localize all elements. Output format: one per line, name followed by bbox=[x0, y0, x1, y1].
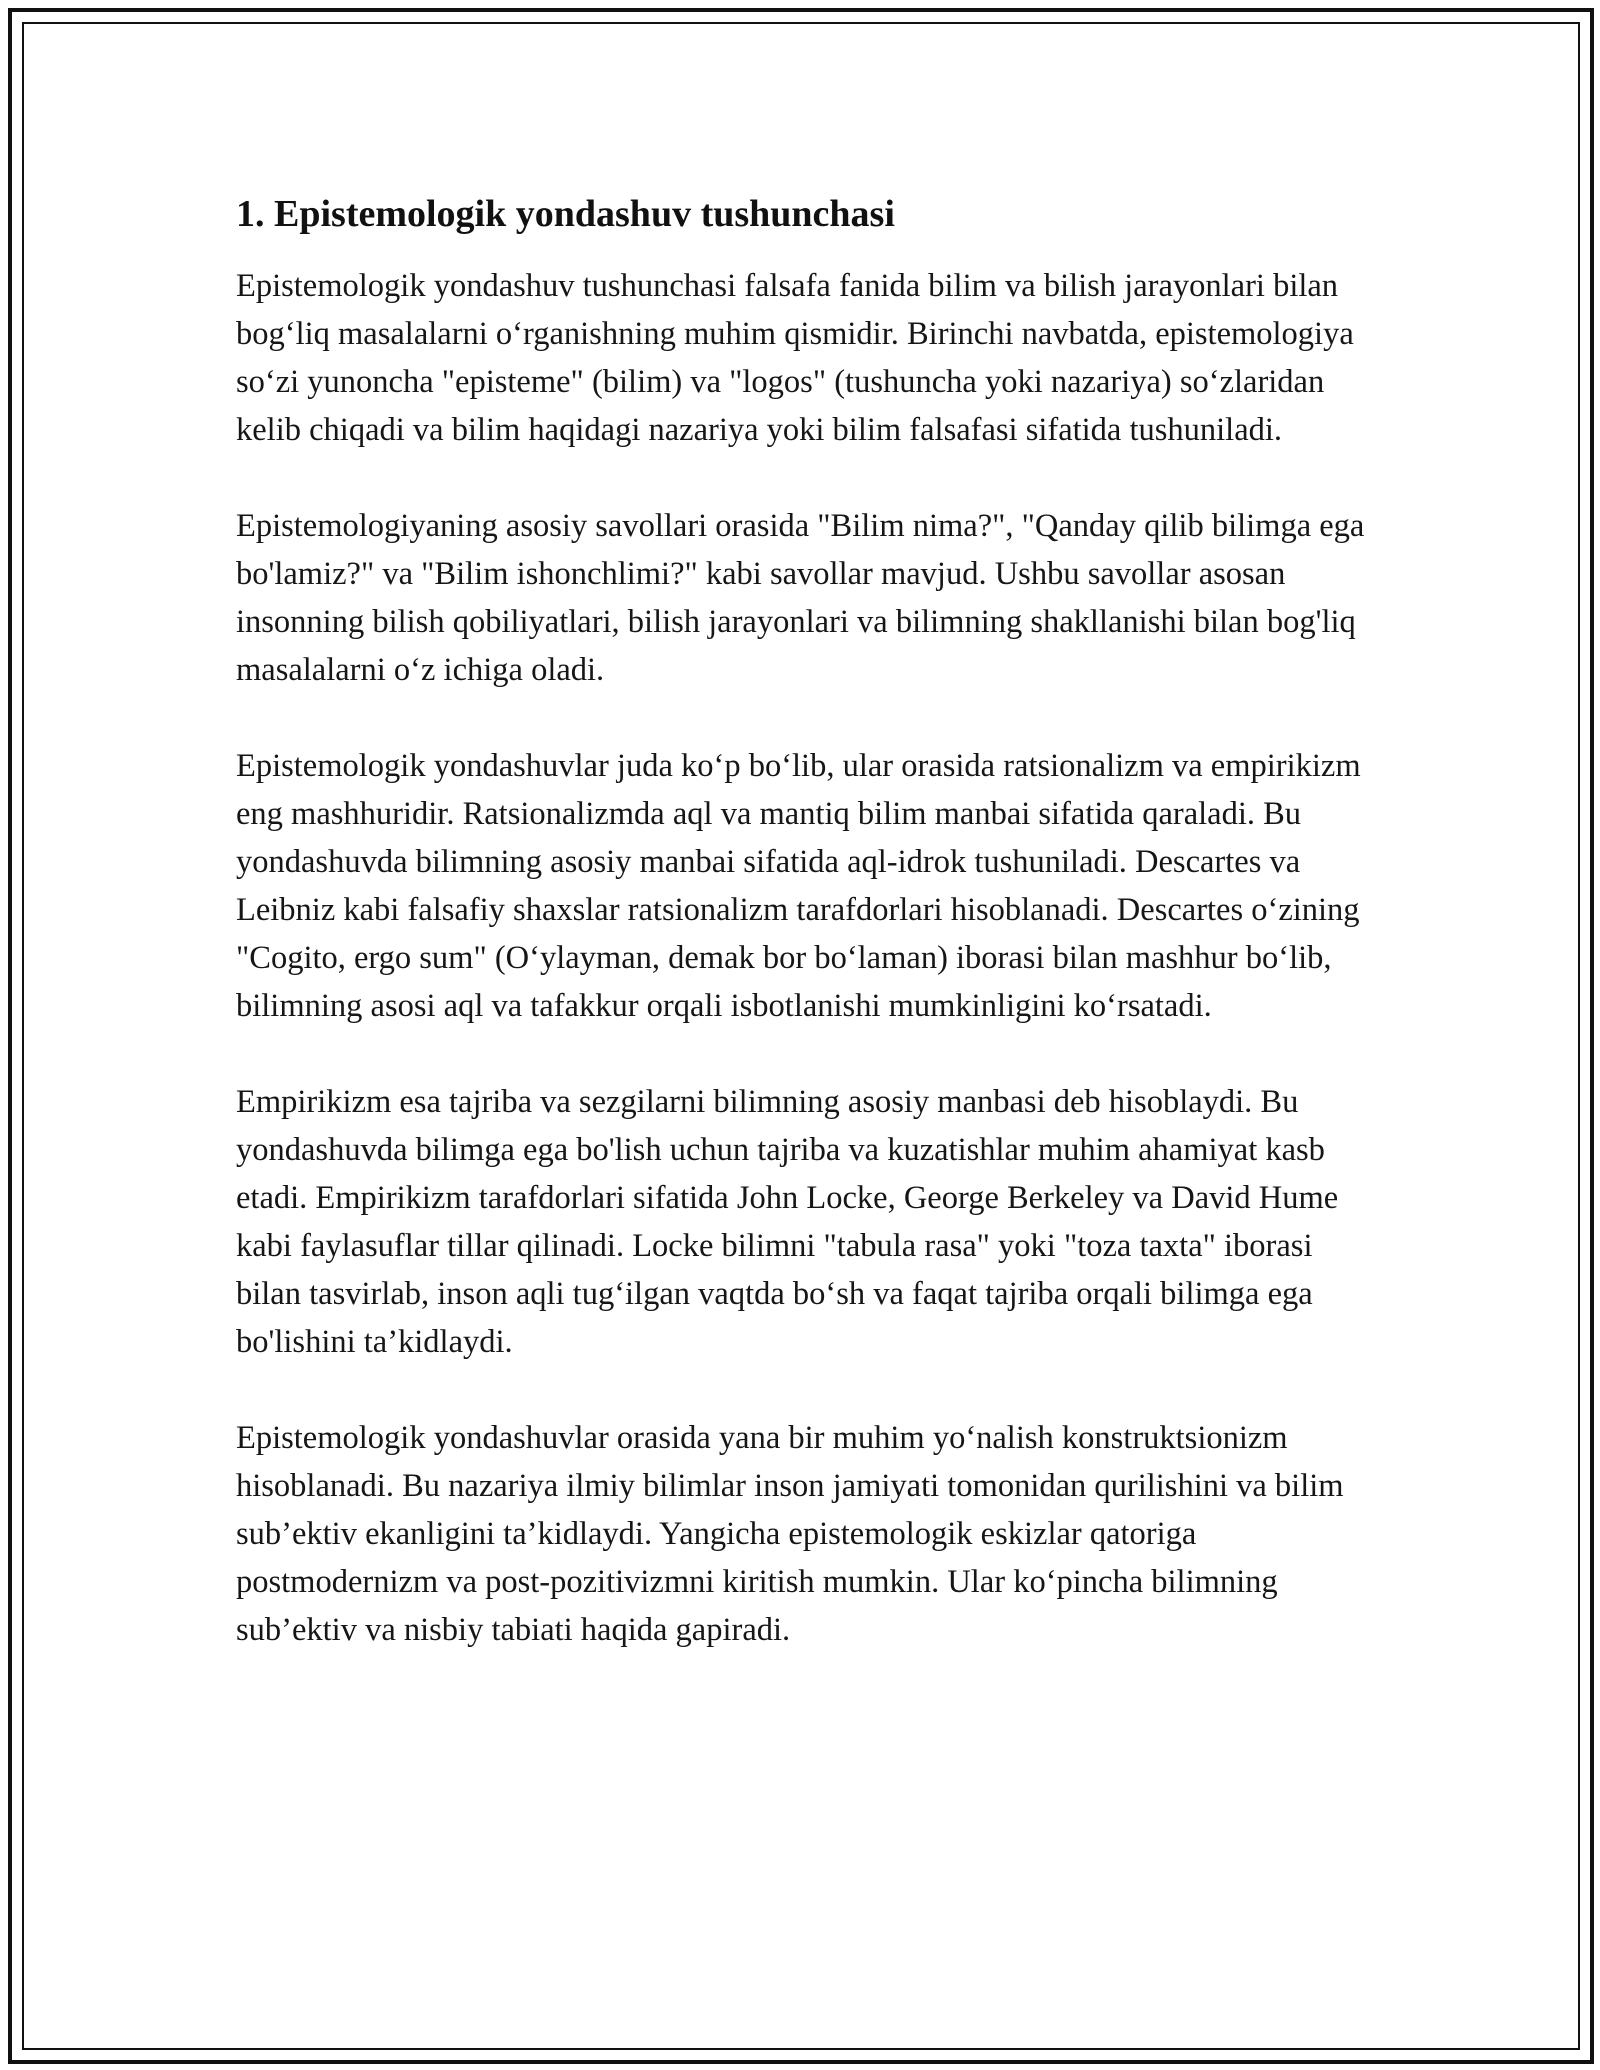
paragraph-5: Epistemologik yondashuvlar orasida yana bir muhim yo‘nalish konstruktsionizm hisoblanadi. Bu nazariya ilmiy bilimlar inson jamiyati tomonidan qurilishini va bilim sub’ektiv ekanligini ta’kidlaydi. Yangicha epistemologik eskizlar qatoriga postmodernizm va post-pozitivizmni kiritish mumkin. Ular ko‘pincha bilimning sub’ektiv va nisbiy tabiati haqida gapiradi. bbox=[236, 1420, 1344, 1648]
paragraph-3: Epistemologik yondashuvlar juda ko‘p bo‘lib, ular orasida ratsionalizm va empirikizm eng mashhuridir. Ratsionalizmda aql va mantiq bilim manbai sifatida qaraladi. Bu yondashuvda bilimning asosiy manbai sifatida aql-idrok tushuniladi. Descartes va Leibniz kabi falsafiy shaxslar ratsionalizm tarafdorlari hisoblanadi. Descartes o‘zining "Cogito, ergo sum" (O‘ylayman, demak bor bo‘laman) iborasi bilan mashhur bo‘lib, bilimning asosi aql va tafakkur orqali isbotlanishi mumkinligini ko‘rsatadi. bbox=[236, 748, 1361, 1024]
section-heading: 1. Epistemologik yondashuv tushunchasi bbox=[236, 193, 895, 235]
paragraph-1: Epistemologik yondashuv tushunchasi falsafa fanida bilim va bilish jarayonlari bilan bog‘liq masalalarni o‘rganishning muhim qismidir. Birinchi navbatda, epistemologiya so‘zi yunoncha "episteme" (bilim) va "logos" (tushuncha yoki nazariya) so‘zlaridan kelib chiqadi va bilim haqidagi nazariya yoki bilim falsafasi sifatida tushuniladi. bbox=[236, 268, 1354, 448]
document-body bbox=[236, 186, 1376, 1702]
paragraph-4: Empirikizm esa tajriba va sezgilarni bilimning asosiy manbasi deb hisoblaydi. Bu yondashuvda bilimga ega bo'lish uchun tajriba va kuzatishlar muhim ahamiyat kasb etadi. Empirikizm tarafdorlari sifatida John Locke, George Berkeley va David Hume kabi faylasuflar tillar qilinadi. Locke bilimni "tabula rasa" yoki "toza taxta" iborasi bilan tasvirlab, inson aqli tug‘ilgan vaqtda bo‘sh va faqat tajriba orqali bilimga ega bo'lishini ta’kidlaydi. bbox=[236, 1084, 1339, 1360]
paragraph-2: Epistemologiyaning asosiy savollari orasida "Bilim nima?", "Qanday qilib bilimga ega bo'lamiz?" va "Bilim ishonchlimi?" kabi savollar mavjud. Ushbu savollar asosan insonning bilish qobiliyatlari, bilish jarayonlari va bilimning shakllanishi bilan bog'liq masalalarni o‘z ichiga oladi. bbox=[236, 508, 1365, 688]
